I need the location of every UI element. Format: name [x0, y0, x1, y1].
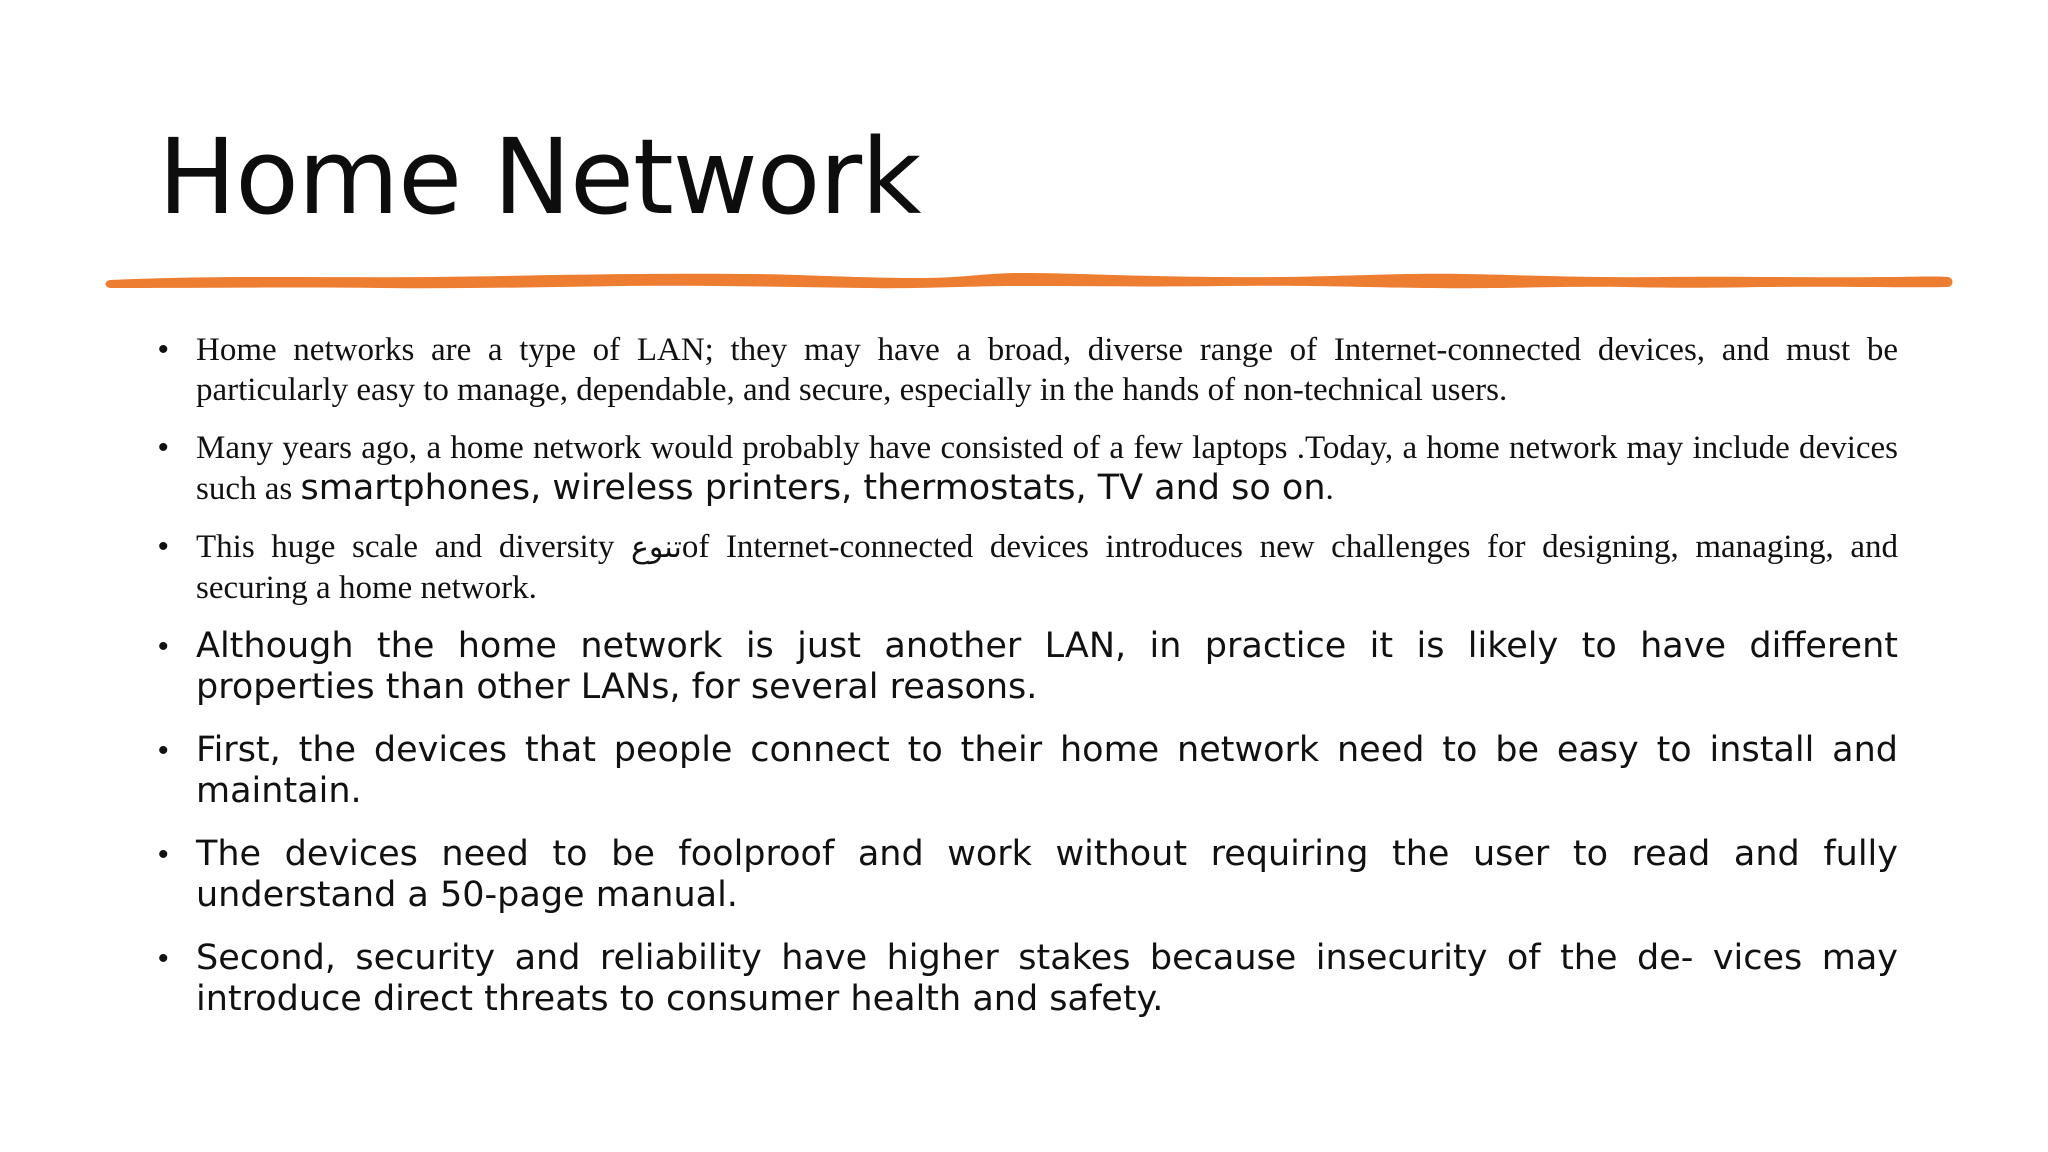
bullet-item: [158, 938, 1898, 1020]
bullet-item: [158, 730, 1898, 812]
title-underline: [104, 266, 1954, 302]
bullet-text: Second, security and reliability have higher stakes because insecurity of the de- vices may introduce direct threats to consumer health and safety.: [196, 938, 1898, 1019]
slide-title: Home Network: [158, 116, 921, 238]
bullet-text-end: of Internet-connected devices introduces new challenges for designing, managing, and securing a home network.: [196, 529, 1898, 606]
bullet-text-end: .: [1325, 471, 1334, 507]
brush-stroke: [106, 273, 1953, 288]
bullet-item: [158, 626, 1898, 708]
bullet-text: This huge scale and diversity: [196, 529, 632, 565]
bullet-item: [158, 330, 1898, 410]
bullet-text: First, the devices that people connect to their home network need to be easy to install and maintain.: [196, 730, 1898, 811]
bullet-text-highlight: smartphones, wireless printers, thermostats, TV and so on: [300, 468, 1326, 508]
bullet-text: Although the home network is just another LAN, in practice it is likely to have different properties than other LANs, for several reasons.: [196, 626, 1898, 707]
bullet-item: [158, 527, 1898, 608]
bullet-text: The devices need to be foolproof and work without requiring the user to read and fully understand a 50-page manual.: [196, 834, 1898, 915]
bullet-list: [158, 330, 1898, 1042]
bullet-item: [158, 834, 1898, 916]
bullet-text-arabic: تنوع: [631, 530, 682, 565]
bullet-text: Many years ago, a home network would probably have consisted of a few laptops .Today, a home network may include devices such as: [196, 430, 1898, 507]
bullet-text: Home networks are a type of LAN; they may have a broad, diverse range of Internet-connected devices, and must be particularly easy to manage, dependable, and secure, especially in the hands of non-technical users.: [196, 332, 1898, 408]
bullet-item: [158, 428, 1898, 509]
